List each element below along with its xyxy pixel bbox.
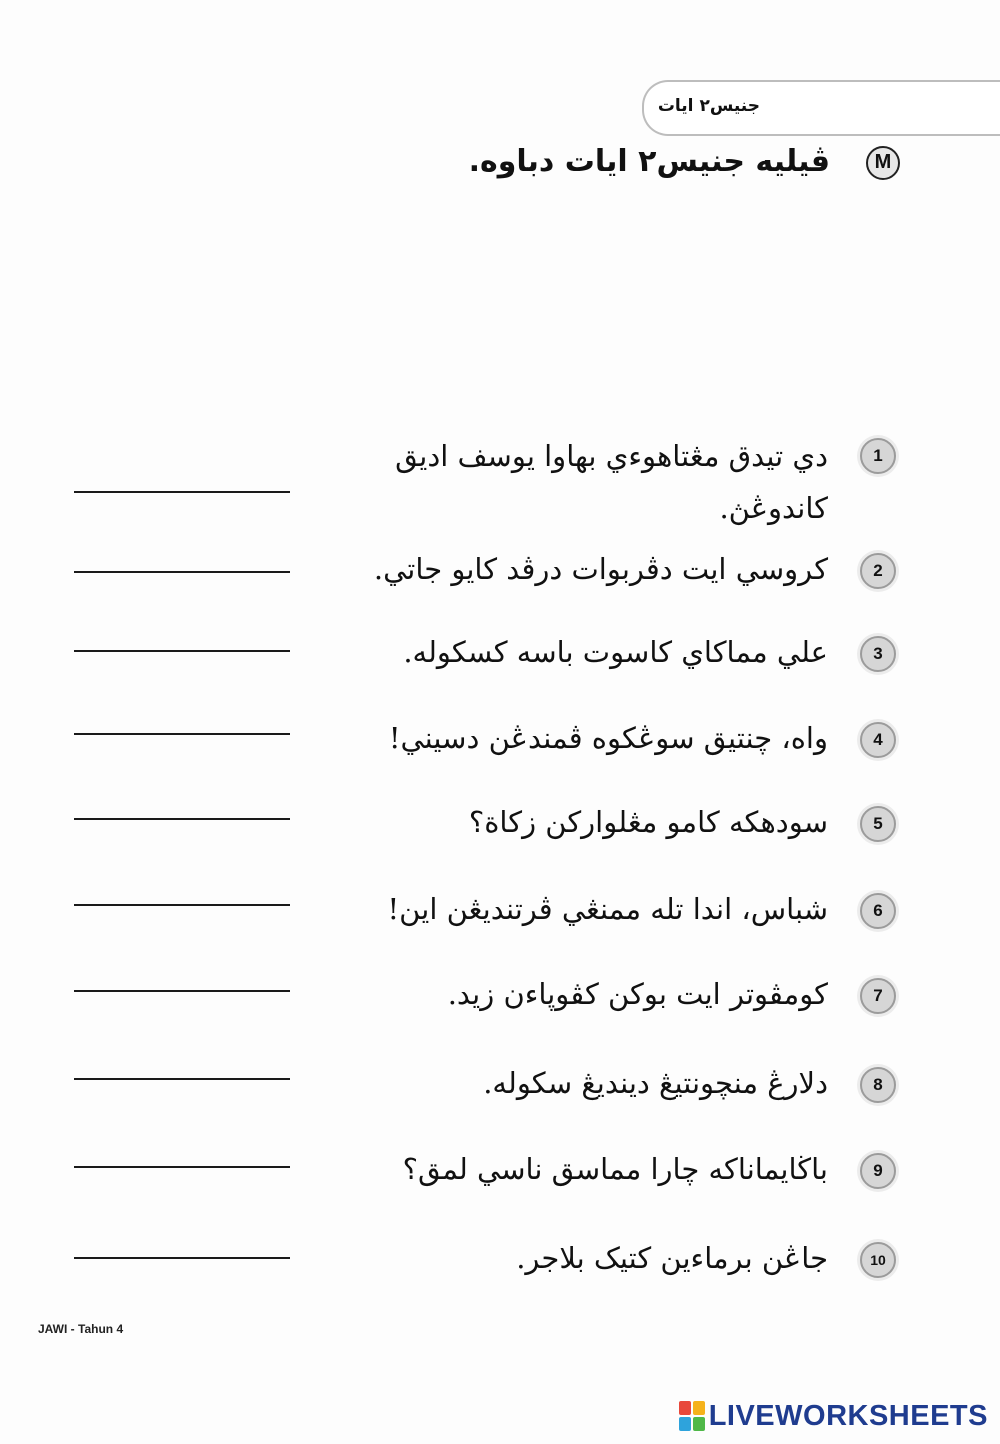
answer-blank[interactable]: [74, 990, 290, 992]
question-number-badge: 6: [860, 893, 896, 929]
question-number-badge: 10: [860, 1242, 896, 1278]
answer-blank[interactable]: [74, 1257, 290, 1259]
question-text-line: كاندوڠڽ.: [719, 491, 828, 525]
question-text-line: دلارڠ منچونتيڠ دينديڠ سكوله.: [483, 1066, 828, 1100]
question-text-line: كومڤوتر ايت بوكن كڤوڽاءن زيد.: [447, 977, 828, 1011]
answer-blank[interactable]: [74, 733, 290, 735]
instruction-text: ڤيليه جنيس٢ ايات دباوه.: [468, 144, 830, 179]
question-text: [483, 1057, 828, 1109]
section-tab-label: جنيس٢ ايات: [657, 96, 760, 116]
question-text: [389, 712, 828, 764]
question-number-badge: 4: [860, 722, 896, 758]
answer-blank[interactable]: [74, 650, 290, 652]
brand-name: LIVEWORKSHEETS: [708, 1399, 988, 1432]
question-number-badge: 9: [860, 1153, 896, 1189]
question-text: [388, 883, 828, 935]
logo-square-blue: [679, 1417, 691, 1431]
question-text-line: علي مماكاي كاسوت باسه كسكوله.: [403, 635, 828, 669]
question-number-badge: 1: [860, 438, 896, 474]
question-text-line: سودهكه كامو مڠلواركن زكاة؟: [468, 805, 828, 839]
question-text: [469, 796, 828, 848]
logo-square-red: [679, 1401, 691, 1415]
question-text-line: دي تيدق مڠتاهوءي بهاوا يوسف اديق: [395, 439, 828, 473]
question-text-line: واه، چنتيق سوڠكوه ڤمندڠن دسيني!: [388, 721, 828, 755]
instruction-badge: M: [866, 146, 900, 180]
answer-blank[interactable]: [74, 491, 290, 493]
answer-blank[interactable]: [74, 1166, 290, 1168]
question-number-badge: 7: [860, 978, 896, 1014]
answer-blank[interactable]: [74, 904, 290, 906]
logo-square-green: [693, 1417, 705, 1431]
question-text-line: باڬايماناكه چارا مماسق ناسي لمق؟: [402, 1152, 828, 1186]
question-text: [448, 968, 828, 1020]
question-text: [516, 1232, 828, 1284]
question-text: [403, 1143, 828, 1195]
question-text: [403, 626, 828, 678]
question-number-badge: 3: [860, 636, 896, 672]
liveworksheets-logo-icon: [679, 1401, 705, 1431]
question-text-line: جاڠن برماءين كتيک بلاجر.: [516, 1241, 828, 1275]
liveworksheets-brand[interactable]: [679, 1398, 988, 1434]
question-number-badge: 8: [860, 1067, 896, 1103]
question-text: [374, 543, 828, 595]
question-text-line: كروسي ايت دڤربوات درڤد كايو جاتي.: [373, 552, 828, 586]
question-number-badge: 5: [860, 806, 896, 842]
answer-blank[interactable]: [74, 1078, 290, 1080]
answer-blank[interactable]: [74, 818, 290, 820]
footer-label: JAWI - Tahun 4: [38, 1322, 124, 1336]
question-text-line: شباس، اندا تله ممنڠي ڤرتنديڠن اين!: [387, 892, 828, 926]
question-number-badge: 2: [860, 553, 896, 589]
logo-square-yellow: [693, 1401, 705, 1415]
answer-blank[interactable]: [74, 571, 290, 573]
question-text: [395, 430, 828, 534]
